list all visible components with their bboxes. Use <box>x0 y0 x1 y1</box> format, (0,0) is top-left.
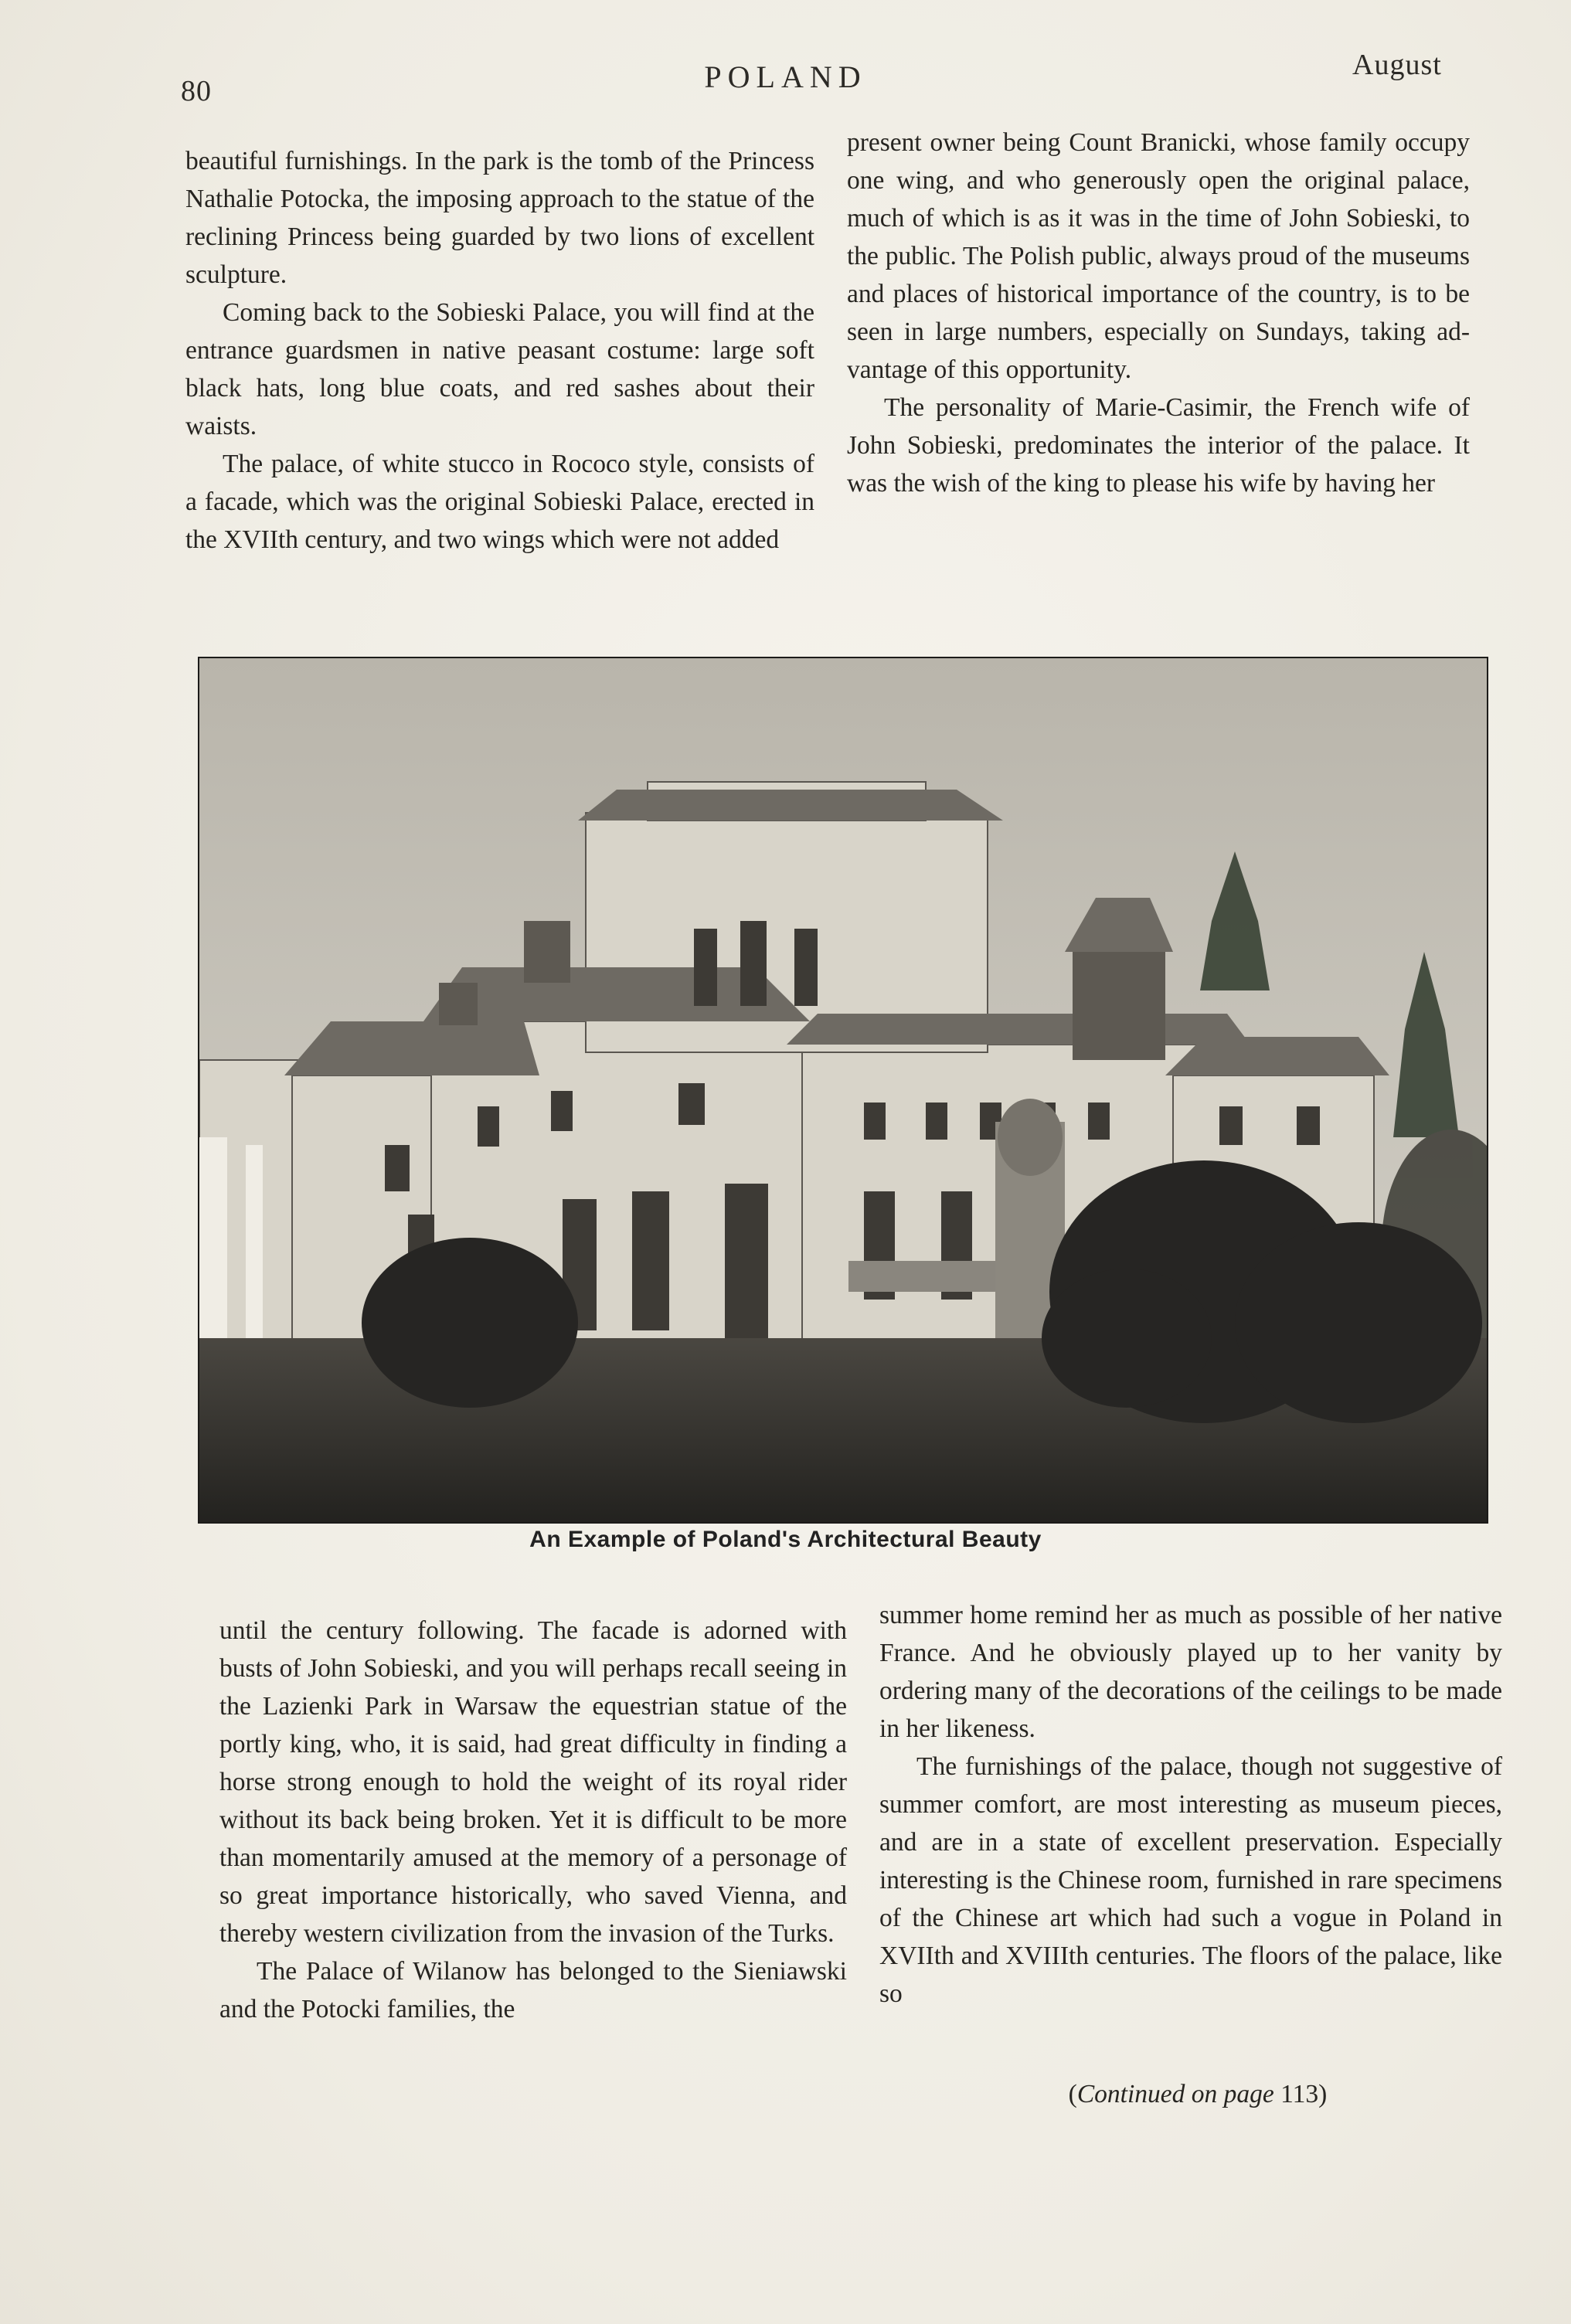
paragraph: Coming back to the Sobieski Palace, you will find at the entrance guardsmen in native peasant costume: large soft black hats, long blue coats, and red sashes about their waists. <box>185 298 814 440</box>
paragraph: beautiful furnishings. In the park is the tomb of the Princess Nathalie Potocka, the imposing approach to the statue of the reclining Princess being guarded by two lions of excellent sculpture. <box>185 147 814 289</box>
issue-month: August <box>1352 49 1442 81</box>
continued-note <box>997 2080 1399 2109</box>
paragraph: The furnishings of the palace, though not suggestive of summer comfort, are most interesting as museum pieces, and are in a state of excellent preservation. Especially interesting is the Chinese room, furnished in rare specimens of the Chinese art which had such a vogue in Poland in XVIIth and XVIIIth centuries. The floors of the palace, like so <box>879 1752 1502 2008</box>
continued-open-paren: ( <box>1068 2080 1077 2108</box>
paragraph: The Palace of Wilanow has belonged to the Sieniawski and the Potocki families, the <box>219 1957 847 2023</box>
figure-caption: An Example of Poland's Architectural Beauty <box>529 1527 1042 1552</box>
column-top-left <box>185 142 814 559</box>
page-number: 80 <box>181 75 212 107</box>
column-top-right <box>847 124 1470 502</box>
continued-label: Continued on page <box>1076 2080 1274 2108</box>
palace-photograph <box>198 657 1488 1524</box>
column-bottom-left <box>219 1612 847 2028</box>
column-bottom-right <box>879 1596 1502 2013</box>
paragraph: present owner being Count Branicki, whose family occupy one wing, and who generously open the original palace, much of which is as it was in the time of John Sobieski, to the public. The Polish public, always proud of the museums and places of historical importance of the country, is to be seen in large numbers, especially on Sundays, taking advantage of this opportunity. <box>847 128 1470 384</box>
running-title: POLAND <box>704 59 867 94</box>
paragraph: The palace, of white stucco in Rococo style, consists of a facade, which was the original Sobieski Palace, erected in the XVIIth century, and two wings which were not added <box>185 450 814 554</box>
paragraph: summer home remind her as much as possible of her native France. And he obviously played up to her vanity by ordering many of the decorations of the ceilings to be made in her likeness. <box>879 1601 1502 1743</box>
continued-page: 113 <box>1280 2080 1319 2108</box>
paragraph: The personality of Marie-Casimir, the French wife of John Sobieski, predominates the interior of the palace. It was the wish of the king to please his wife by having her <box>847 393 1470 498</box>
continued-close-paren: ) <box>1318 2080 1328 2108</box>
paragraph: until the century following. The facade is adorned with busts of John Sobieski, and you will perhaps recall seeing in the Lazienki Park in Warsaw the equestrian statue of the portly king, who, it is said, had great difficulty in finding a horse strong enough to hold the weight of its royal rider without its back being broken. Yet it is difficult to be more than momentarily amused at the memory of a personage of so great importance historically, who saved Vienna, and thereby western civilization from the invasion of the Turks. <box>219 1616 847 1948</box>
